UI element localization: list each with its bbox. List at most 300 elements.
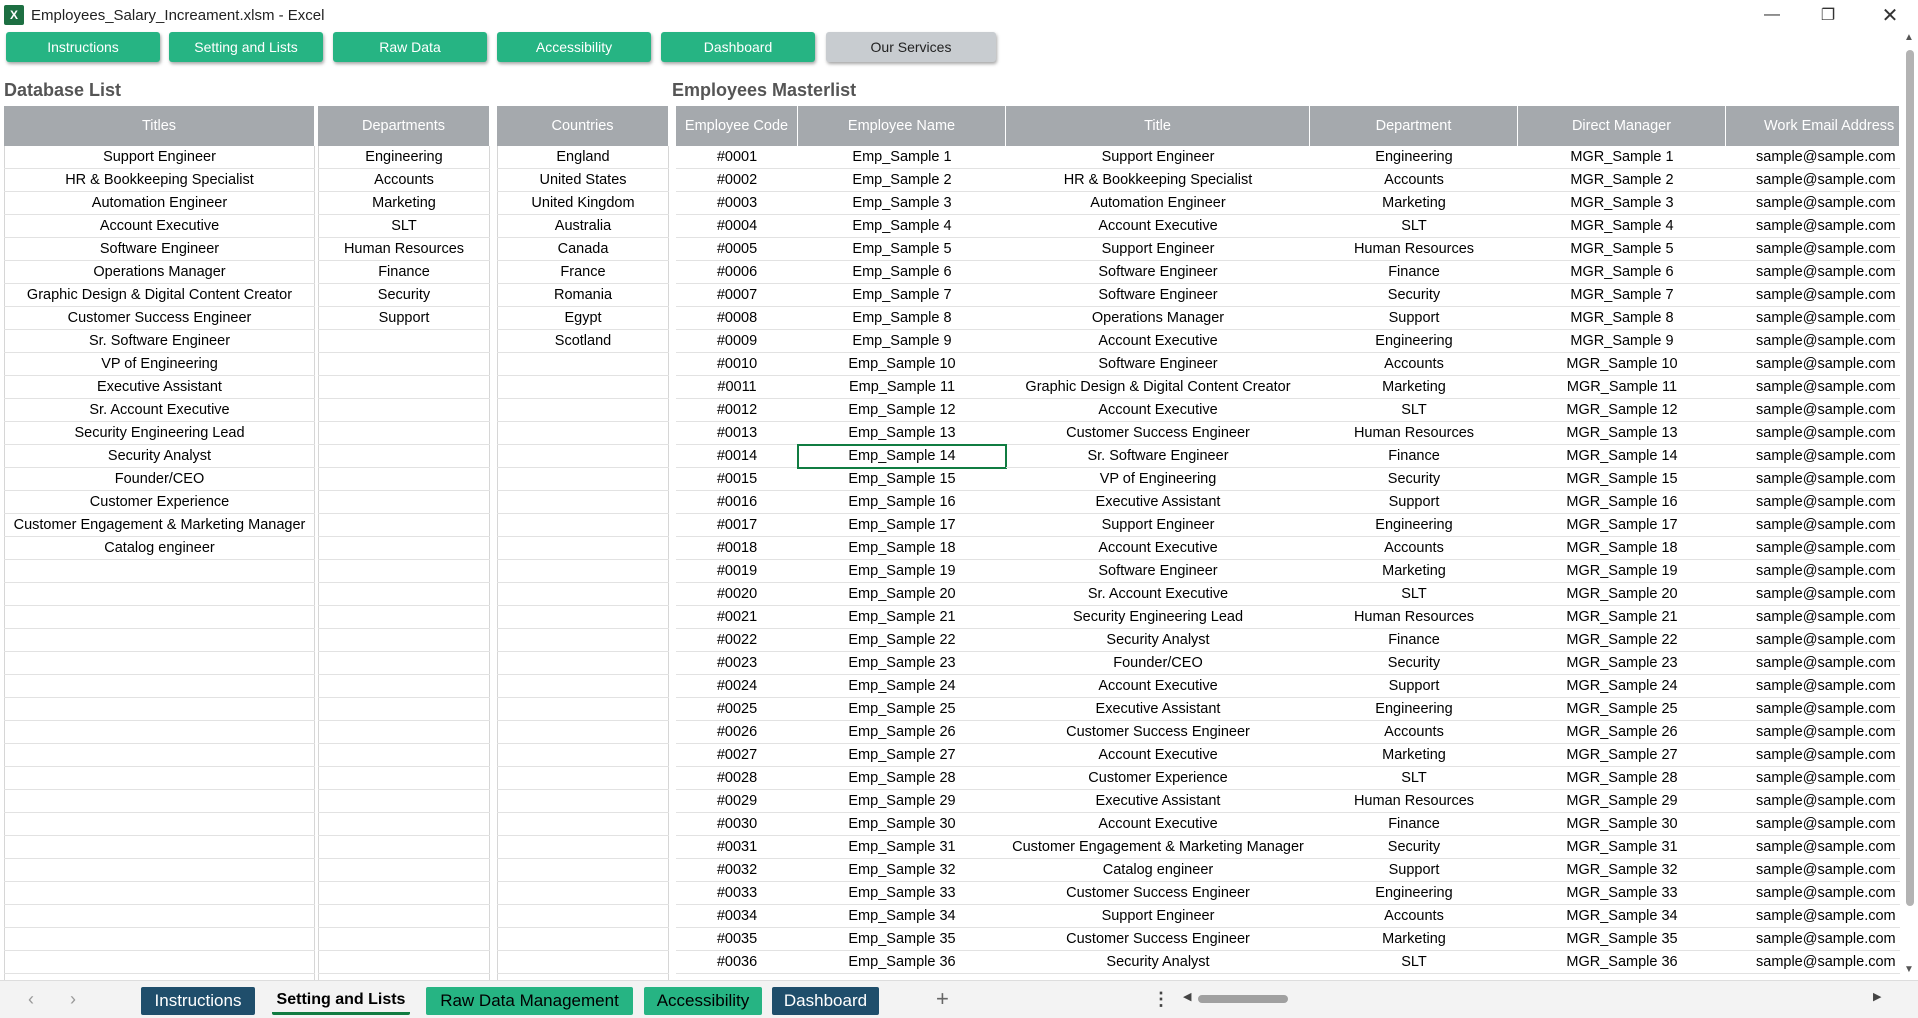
title-cell[interactable]: Account Executive: [1006, 215, 1310, 238]
employee-name-cell[interactable]: Emp_Sample 27: [798, 744, 1006, 767]
departments-cell[interactable]: Support: [318, 307, 490, 330]
departments-cell[interactable]: [318, 606, 490, 629]
departments-cell[interactable]: [318, 652, 490, 675]
work-email-cell[interactable]: sample@sample.com: [1726, 215, 1900, 238]
departments-cell[interactable]: Security: [318, 284, 490, 307]
department-cell[interactable]: SLT: [1310, 215, 1518, 238]
titles-cell[interactable]: VP of Engineering: [4, 353, 315, 376]
work-email-cell[interactable]: sample@sample.com: [1726, 445, 1900, 468]
nav-accessibility-button[interactable]: Accessibility: [497, 32, 651, 62]
title-cell[interactable]: Executive Assistant: [1006, 790, 1310, 813]
title-cell[interactable]: Customer Success Engineer: [1006, 928, 1310, 951]
countries-cell[interactable]: [497, 744, 669, 767]
titles-cell[interactable]: [4, 606, 315, 629]
employee-code-cell[interactable]: #0034: [676, 905, 798, 928]
title-cell[interactable]: Software Engineer: [1006, 261, 1310, 284]
departments-cell[interactable]: Accounts: [318, 169, 490, 192]
direct-manager-cell[interactable]: MGR_Sample 23: [1518, 652, 1726, 675]
employee-code-cell[interactable]: #0013: [676, 422, 798, 445]
direct-manager-cell[interactable]: MGR_Sample 19: [1518, 560, 1726, 583]
employee-code-cell[interactable]: #0001: [676, 146, 798, 169]
employee-name-cell[interactable]: Emp_Sample 17: [798, 514, 1006, 537]
countries-cell[interactable]: [497, 951, 669, 974]
employee-name-cell[interactable]: Emp_Sample 9: [798, 330, 1006, 353]
title-cell[interactable]: Security Analyst: [1006, 951, 1310, 974]
direct-manager-cell[interactable]: MGR_Sample 18: [1518, 537, 1726, 560]
work-email-cell[interactable]: sample@sample.com: [1726, 928, 1900, 951]
work-email-cell[interactable]: sample@sample.com: [1726, 836, 1900, 859]
department-cell[interactable]: Support: [1310, 491, 1518, 514]
more-vertical-icon[interactable]: ⋮: [1152, 989, 1170, 1009]
employee-name-cell[interactable]: Emp_Sample 36: [798, 951, 1006, 974]
direct-manager-cell[interactable]: MGR_Sample 26: [1518, 721, 1726, 744]
departments-cell[interactable]: [318, 951, 490, 974]
title-cell[interactable]: Catalog engineer: [1006, 859, 1310, 882]
work-email-cell[interactable]: sample@sample.com: [1726, 238, 1900, 261]
work-email-cell[interactable]: sample@sample.com: [1726, 537, 1900, 560]
titles-cell[interactable]: Operations Manager: [4, 261, 315, 284]
employee-name-cell[interactable]: Emp_Sample 35: [798, 928, 1006, 951]
close-icon[interactable]: ✕: [1881, 4, 1899, 27]
department-cell[interactable]: Marketing: [1310, 928, 1518, 951]
departments-cell[interactable]: [318, 905, 490, 928]
direct-manager-cell[interactable]: MGR_Sample 17: [1518, 514, 1726, 537]
direct-manager-cell[interactable]: MGR_Sample 36: [1518, 951, 1726, 974]
title-cell[interactable]: Customer Engagement & Marketing Manager: [1006, 836, 1310, 859]
departments-cell[interactable]: [318, 790, 490, 813]
titles-cell[interactable]: [4, 744, 315, 767]
titles-cell[interactable]: [4, 813, 315, 836]
department-cell[interactable]: Engineering: [1310, 514, 1518, 537]
employee-code-cell[interactable]: #0012: [676, 399, 798, 422]
department-cell[interactable]: Marketing: [1310, 192, 1518, 215]
employee-code-cell[interactable]: #0025: [676, 698, 798, 721]
direct-manager-cell[interactable]: MGR_Sample 16: [1518, 491, 1726, 514]
department-cell[interactable]: Support: [1310, 307, 1518, 330]
title-cell[interactable]: Software Engineer: [1006, 353, 1310, 376]
countries-cell[interactable]: [497, 698, 669, 721]
nav-settings-button[interactable]: Setting and Lists: [169, 32, 323, 62]
work-email-cell[interactable]: sample@sample.com: [1726, 353, 1900, 376]
employee-code-cell[interactable]: #0011: [676, 376, 798, 399]
titles-cell[interactable]: [4, 882, 315, 905]
titles-cell[interactable]: Customer Success Engineer: [4, 307, 315, 330]
direct-manager-cell[interactable]: MGR_Sample 22: [1518, 629, 1726, 652]
work-email-cell[interactable]: sample@sample.com: [1726, 951, 1900, 974]
title-cell[interactable]: Account Executive: [1006, 675, 1310, 698]
departments-cell[interactable]: [318, 376, 490, 399]
titles-cell[interactable]: [4, 767, 315, 790]
work-email-cell[interactable]: sample@sample.com: [1726, 721, 1900, 744]
sheet-tab-raw-data-management[interactable]: Raw Data Management: [426, 987, 633, 1015]
titles-cell[interactable]: [4, 790, 315, 813]
department-cell[interactable]: Human Resources: [1310, 606, 1518, 629]
title-cell[interactable]: Support Engineer: [1006, 514, 1310, 537]
employee-code-cell[interactable]: #0035: [676, 928, 798, 951]
employee-name-cell[interactable]: Emp_Sample 5: [798, 238, 1006, 261]
department-cell[interactable]: Human Resources: [1310, 422, 1518, 445]
restore-icon[interactable]: ❐: [1820, 7, 1836, 24]
work-email-cell[interactable]: sample@sample.com: [1726, 146, 1900, 169]
employee-code-cell[interactable]: #0003: [676, 192, 798, 215]
nav-our-services-button[interactable]: Our Services: [826, 32, 996, 62]
countries-cell[interactable]: England: [497, 146, 669, 169]
employee-name-cell[interactable]: Emp_Sample 22: [798, 629, 1006, 652]
employee-code-cell[interactable]: #0002: [676, 169, 798, 192]
employee-code-cell[interactable]: #0010: [676, 353, 798, 376]
department-cell[interactable]: Engineering: [1310, 330, 1518, 353]
title-cell[interactable]: Customer Success Engineer: [1006, 422, 1310, 445]
countries-cell[interactable]: [497, 422, 669, 445]
employee-code-cell[interactable]: #0018: [676, 537, 798, 560]
vertical-scroll-thumb[interactable]: [1906, 50, 1914, 906]
title-cell[interactable]: Executive Assistant: [1006, 491, 1310, 514]
department-cell[interactable]: Security: [1310, 652, 1518, 675]
titles-cell[interactable]: [4, 951, 315, 974]
department-cell[interactable]: Marketing: [1310, 560, 1518, 583]
employee-code-cell[interactable]: #0009: [676, 330, 798, 353]
employee-code-cell[interactable]: #0017: [676, 514, 798, 537]
title-cell[interactable]: Customer Success Engineer: [1006, 882, 1310, 905]
titles-cell[interactable]: Account Executive: [4, 215, 315, 238]
direct-manager-cell[interactable]: MGR_Sample 24: [1518, 675, 1726, 698]
chevron-left-icon[interactable]: ‹: [28, 989, 34, 1009]
employee-code-cell[interactable]: #0028: [676, 767, 798, 790]
employee-code-cell[interactable]: #0033: [676, 882, 798, 905]
employee-code-cell[interactable]: #0026: [676, 721, 798, 744]
countries-cell[interactable]: Australia: [497, 215, 669, 238]
employee-code-cell[interactable]: #0030: [676, 813, 798, 836]
departments-cell[interactable]: [318, 514, 490, 537]
employee-name-cell[interactable]: Emp_Sample 4: [798, 215, 1006, 238]
title-cell[interactable]: Security Engineering Lead: [1006, 606, 1310, 629]
titles-cell[interactable]: [4, 721, 315, 744]
title-cell[interactable]: Software Engineer: [1006, 560, 1310, 583]
title-cell[interactable]: Support Engineer: [1006, 905, 1310, 928]
employee-name-cell[interactable]: Emp_Sample 3: [798, 192, 1006, 215]
department-cell[interactable]: Engineering: [1310, 882, 1518, 905]
direct-manager-cell[interactable]: MGR_Sample 15: [1518, 468, 1726, 491]
departments-cell[interactable]: Marketing: [318, 192, 490, 215]
employee-name-cell[interactable]: Emp_Sample 25: [798, 698, 1006, 721]
direct-manager-cell[interactable]: MGR_Sample 29: [1518, 790, 1726, 813]
employee-code-cell[interactable]: #0029: [676, 790, 798, 813]
department-cell[interactable]: Finance: [1310, 813, 1518, 836]
countries-cell[interactable]: [497, 836, 669, 859]
work-email-cell[interactable]: sample@sample.com: [1726, 307, 1900, 330]
title-cell[interactable]: Founder/CEO: [1006, 652, 1310, 675]
countries-cell[interactable]: [497, 652, 669, 675]
work-email-cell[interactable]: sample@sample.com: [1726, 813, 1900, 836]
department-cell[interactable]: SLT: [1310, 951, 1518, 974]
employee-name-cell[interactable]: Emp_Sample 26: [798, 721, 1006, 744]
department-cell[interactable]: Security: [1310, 468, 1518, 491]
title-cell[interactable]: Security Analyst: [1006, 629, 1310, 652]
minimize-icon[interactable]: —: [1764, 6, 1780, 23]
countries-cell[interactable]: Egypt: [497, 307, 669, 330]
title-cell[interactable]: Automation Engineer: [1006, 192, 1310, 215]
work-email-cell[interactable]: sample@sample.com: [1726, 169, 1900, 192]
work-email-cell[interactable]: sample@sample.com: [1726, 606, 1900, 629]
titles-cell[interactable]: [4, 905, 315, 928]
direct-manager-cell[interactable]: MGR_Sample 30: [1518, 813, 1726, 836]
countries-cell[interactable]: [497, 882, 669, 905]
direct-manager-cell[interactable]: MGR_Sample 5: [1518, 238, 1726, 261]
employee-code-cell[interactable]: #0006: [676, 261, 798, 284]
countries-cell[interactable]: [497, 767, 669, 790]
countries-cell[interactable]: [497, 445, 669, 468]
work-email-cell[interactable]: sample@sample.com: [1726, 468, 1900, 491]
employee-name-cell[interactable]: Emp_Sample 21: [798, 606, 1006, 629]
employee-name-cell[interactable]: Emp_Sample 11: [798, 376, 1006, 399]
titles-cell[interactable]: [4, 560, 315, 583]
countries-cell[interactable]: [497, 721, 669, 744]
department-cell[interactable]: SLT: [1310, 583, 1518, 606]
employee-code-cell[interactable]: #0036: [676, 951, 798, 974]
direct-manager-cell[interactable]: MGR_Sample 10: [1518, 353, 1726, 376]
countries-cell[interactable]: [497, 537, 669, 560]
employee-code-cell[interactable]: #0020: [676, 583, 798, 606]
department-cell[interactable]: Support: [1310, 859, 1518, 882]
department-cell[interactable]: Accounts: [1310, 353, 1518, 376]
titles-cell[interactable]: Executive Assistant: [4, 376, 315, 399]
countries-cell[interactable]: [497, 376, 669, 399]
titles-cell[interactable]: Automation Engineer: [4, 192, 315, 215]
titles-cell[interactable]: Customer Experience: [4, 491, 315, 514]
titles-cell[interactable]: Founder/CEO: [4, 468, 315, 491]
work-email-cell[interactable]: sample@sample.com: [1726, 583, 1900, 606]
department-cell[interactable]: Security: [1310, 836, 1518, 859]
work-email-cell[interactable]: sample@sample.com: [1726, 491, 1900, 514]
department-cell[interactable]: Marketing: [1310, 744, 1518, 767]
departments-cell[interactable]: [318, 583, 490, 606]
countries-cell[interactable]: France: [497, 261, 669, 284]
employee-code-cell[interactable]: #0021: [676, 606, 798, 629]
direct-manager-cell[interactable]: MGR_Sample 6: [1518, 261, 1726, 284]
countries-cell[interactable]: [497, 491, 669, 514]
horizontal-scrollbar[interactable]: [1183, 993, 1883, 1005]
employee-name-cell[interactable]: Emp_Sample 29: [798, 790, 1006, 813]
employee-code-cell[interactable]: #0014: [676, 445, 798, 468]
work-email-cell[interactable]: sample@sample.com: [1726, 376, 1900, 399]
scroll-down-icon[interactable]: ▼: [1904, 964, 1914, 975]
titles-cell[interactable]: Catalog engineer: [4, 537, 315, 560]
scroll-up-icon[interactable]: ▲: [1904, 32, 1914, 43]
employee-code-cell[interactable]: #0031: [676, 836, 798, 859]
scroll-left-icon[interactable]: ◀: [1183, 991, 1192, 1003]
plus-icon[interactable]: +: [936, 986, 949, 1011]
direct-manager-cell[interactable]: MGR_Sample 14: [1518, 445, 1726, 468]
department-cell[interactable]: Human Resources: [1310, 238, 1518, 261]
countries-cell[interactable]: [497, 468, 669, 491]
title-cell[interactable]: Account Executive: [1006, 813, 1310, 836]
scroll-right-icon[interactable]: ▶: [1873, 991, 1882, 1003]
title-cell[interactable]: Customer Success Engineer: [1006, 721, 1310, 744]
departments-cell[interactable]: [318, 675, 490, 698]
sheet-tab-instructions[interactable]: Instructions: [141, 987, 255, 1015]
titles-cell[interactable]: HR & Bookkeeping Specialist: [4, 169, 315, 192]
work-email-cell[interactable]: sample@sample.com: [1726, 514, 1900, 537]
departments-cell[interactable]: [318, 767, 490, 790]
employee-name-cell[interactable]: Emp_Sample 34: [798, 905, 1006, 928]
departments-cell[interactable]: [318, 537, 490, 560]
department-cell[interactable]: Accounts: [1310, 905, 1518, 928]
departments-cell[interactable]: [318, 859, 490, 882]
work-email-cell[interactable]: sample@sample.com: [1726, 192, 1900, 215]
countries-cell[interactable]: Canada: [497, 238, 669, 261]
employee-name-cell[interactable]: Emp_Sample 10: [798, 353, 1006, 376]
departments-cell[interactable]: Engineering: [318, 146, 490, 169]
work-email-cell[interactable]: sample@sample.com: [1726, 284, 1900, 307]
employee-name-cell[interactable]: Emp_Sample 20: [798, 583, 1006, 606]
title-cell[interactable]: Support Engineer: [1006, 238, 1310, 261]
departments-cell[interactable]: [318, 721, 490, 744]
employee-name-cell[interactable]: Emp_Sample 8: [798, 307, 1006, 330]
direct-manager-cell[interactable]: MGR_Sample 27: [1518, 744, 1726, 767]
departments-cell[interactable]: [318, 399, 490, 422]
countries-cell[interactable]: [497, 859, 669, 882]
department-cell[interactable]: Support: [1310, 675, 1518, 698]
title-cell[interactable]: Sr. Account Executive: [1006, 583, 1310, 606]
employee-name-cell[interactable]: Emp_Sample 24: [798, 675, 1006, 698]
employee-name-cell[interactable]: Emp_Sample 28: [798, 767, 1006, 790]
countries-cell[interactable]: [497, 928, 669, 951]
departments-cell[interactable]: [318, 744, 490, 767]
countries-cell[interactable]: United Kingdom: [497, 192, 669, 215]
work-email-cell[interactable]: sample@sample.com: [1726, 767, 1900, 790]
title-cell[interactable]: Graphic Design & Digital Content Creator: [1006, 376, 1310, 399]
countries-cell[interactable]: [497, 905, 669, 928]
title-cell[interactable]: Support Engineer: [1006, 146, 1310, 169]
titles-cell[interactable]: Security Engineering Lead: [4, 422, 315, 445]
nav-dashboard-button[interactable]: Dashboard: [661, 32, 815, 62]
direct-manager-cell[interactable]: MGR_Sample 13: [1518, 422, 1726, 445]
departments-cell[interactable]: [318, 928, 490, 951]
departments-cell[interactable]: [318, 629, 490, 652]
title-cell[interactable]: Sr. Software Engineer: [1006, 445, 1310, 468]
employee-name-cell[interactable]: Emp_Sample 7: [798, 284, 1006, 307]
direct-manager-cell[interactable]: MGR_Sample 8: [1518, 307, 1726, 330]
title-cell[interactable]: Customer Experience: [1006, 767, 1310, 790]
employee-code-cell[interactable]: #0024: [676, 675, 798, 698]
direct-manager-cell[interactable]: MGR_Sample 34: [1518, 905, 1726, 928]
direct-manager-cell[interactable]: MGR_Sample 11: [1518, 376, 1726, 399]
employee-name-cell[interactable]: Emp_Sample 33: [798, 882, 1006, 905]
departments-cell[interactable]: [318, 813, 490, 836]
countries-cell[interactable]: Romania: [497, 284, 669, 307]
titles-cell[interactable]: Sr. Software Engineer: [4, 330, 315, 353]
department-cell[interactable]: Human Resources: [1310, 790, 1518, 813]
title-cell[interactable]: Account Executive: [1006, 330, 1310, 353]
titles-cell[interactable]: [4, 583, 315, 606]
countries-cell[interactable]: [497, 560, 669, 583]
department-cell[interactable]: SLT: [1310, 767, 1518, 790]
countries-cell[interactable]: [497, 629, 669, 652]
direct-manager-cell[interactable]: MGR_Sample 21: [1518, 606, 1726, 629]
department-cell[interactable]: Security: [1310, 284, 1518, 307]
employee-name-cell[interactable]: Emp_Sample 12: [798, 399, 1006, 422]
direct-manager-cell[interactable]: MGR_Sample 32: [1518, 859, 1726, 882]
direct-manager-cell[interactable]: MGR_Sample 4: [1518, 215, 1726, 238]
employee-code-cell[interactable]: #0019: [676, 560, 798, 583]
departments-cell[interactable]: [318, 468, 490, 491]
employee-code-cell[interactable]: #0007: [676, 284, 798, 307]
titles-cell[interactable]: [4, 928, 315, 951]
direct-manager-cell[interactable]: MGR_Sample 35: [1518, 928, 1726, 951]
employee-code-cell[interactable]: #0032: [676, 859, 798, 882]
countries-cell[interactable]: [497, 514, 669, 537]
work-email-cell[interactable]: sample@sample.com: [1726, 422, 1900, 445]
countries-cell[interactable]: United States: [497, 169, 669, 192]
work-email-cell[interactable]: sample@sample.com: [1726, 261, 1900, 284]
department-cell[interactable]: Engineering: [1310, 698, 1518, 721]
countries-cell[interactable]: [497, 399, 669, 422]
employee-name-cell[interactable]: Emp_Sample 16: [798, 491, 1006, 514]
countries-cell[interactable]: [497, 675, 669, 698]
department-cell[interactable]: Accounts: [1310, 537, 1518, 560]
departments-cell[interactable]: [318, 353, 490, 376]
title-cell[interactable]: VP of Engineering: [1006, 468, 1310, 491]
sheet-tab-setting-and-lists[interactable]: Setting and Lists: [272, 987, 410, 1015]
employee-name-cell[interactable]: Emp_Sample 15: [798, 468, 1006, 491]
chevron-right-icon[interactable]: ›: [70, 989, 76, 1009]
countries-cell[interactable]: [497, 606, 669, 629]
work-email-cell[interactable]: sample@sample.com: [1726, 698, 1900, 721]
department-cell[interactable]: Finance: [1310, 445, 1518, 468]
departments-cell[interactable]: [318, 491, 490, 514]
work-email-cell[interactable]: sample@sample.com: [1726, 629, 1900, 652]
department-cell[interactable]: Marketing: [1310, 376, 1518, 399]
countries-cell[interactable]: [497, 353, 669, 376]
direct-manager-cell[interactable]: MGR_Sample 1: [1518, 146, 1726, 169]
titles-cell[interactable]: Software Engineer: [4, 238, 315, 261]
title-cell[interactable]: HR & Bookkeeping Specialist: [1006, 169, 1310, 192]
employee-code-cell[interactable]: #0022: [676, 629, 798, 652]
countries-cell[interactable]: [497, 790, 669, 813]
employee-code-cell[interactable]: #0027: [676, 744, 798, 767]
direct-manager-cell[interactable]: MGR_Sample 7: [1518, 284, 1726, 307]
employee-name-cell[interactable]: Emp_Sample 31: [798, 836, 1006, 859]
department-cell[interactable]: Finance: [1310, 261, 1518, 284]
title-cell[interactable]: Account Executive: [1006, 744, 1310, 767]
departments-cell[interactable]: [318, 422, 490, 445]
employee-name-cell[interactable]: Emp_Sample 32: [798, 859, 1006, 882]
departments-cell[interactable]: [318, 882, 490, 905]
work-email-cell[interactable]: sample@sample.com: [1726, 652, 1900, 675]
sheet-tab-accessibility[interactable]: Accessibility: [644, 987, 762, 1015]
departments-cell[interactable]: [318, 560, 490, 583]
nav-raw-data-button[interactable]: Raw Data: [333, 32, 487, 62]
nav-instructions-button[interactable]: Instructions: [6, 32, 160, 62]
titles-cell[interactable]: [4, 629, 315, 652]
direct-manager-cell[interactable]: MGR_Sample 12: [1518, 399, 1726, 422]
direct-manager-cell[interactable]: MGR_Sample 31: [1518, 836, 1726, 859]
work-email-cell[interactable]: sample@sample.com: [1726, 882, 1900, 905]
direct-manager-cell[interactable]: MGR_Sample 33: [1518, 882, 1726, 905]
departments-cell[interactable]: SLT: [318, 215, 490, 238]
departments-cell[interactable]: [318, 698, 490, 721]
titles-cell[interactable]: Customer Engagement & Marketing Manager: [4, 514, 315, 537]
employee-code-cell[interactable]: #0023: [676, 652, 798, 675]
department-cell[interactable]: Finance: [1310, 629, 1518, 652]
employee-code-cell[interactable]: #0008: [676, 307, 798, 330]
employee-name-cell[interactable]: Emp_Sample 1: [798, 146, 1006, 169]
work-email-cell[interactable]: sample@sample.com: [1726, 905, 1900, 928]
employee-code-cell[interactable]: #0015: [676, 468, 798, 491]
direct-manager-cell[interactable]: MGR_Sample 20: [1518, 583, 1726, 606]
department-cell[interactable]: Engineering: [1310, 146, 1518, 169]
departments-cell[interactable]: Human Resources: [318, 238, 490, 261]
